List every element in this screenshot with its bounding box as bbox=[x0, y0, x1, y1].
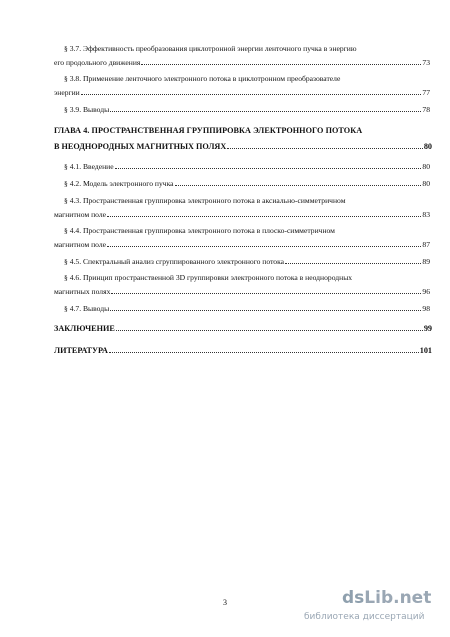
toc-entry-4-4 bbox=[54, 240, 430, 249]
toc-entry-4-5 bbox=[64, 257, 430, 266]
toc-page-number: 99 bbox=[423, 324, 432, 333]
toc-page-number: 87 bbox=[422, 240, 430, 249]
toc-entry-4-6-line1: § 4.6. Принцип пространственной 3D группировки электронного потока в неоднородных bbox=[64, 273, 353, 282]
toc-conclusion-title: ЗАКЛЮЧЕНИЕ bbox=[54, 324, 115, 333]
toc-page-number: 80 bbox=[422, 179, 430, 188]
toc-page-number: 89 bbox=[422, 257, 430, 266]
toc-conclusion bbox=[54, 324, 432, 333]
watermark-brand-prefix: ds bbox=[342, 588, 365, 608]
toc-entry-4-1-title: § 4.1. Введение bbox=[64, 162, 114, 171]
toc-entry-3-9-title: § 3.9. Выводы bbox=[64, 105, 110, 114]
toc-page-number: 73 bbox=[422, 58, 430, 67]
toc-entry-4-4-line1: § 4.4. Пространственная группировка электронного потока в плоско-симметричном bbox=[64, 226, 335, 235]
toc-literature-title: ЛИТЕРАТУРА bbox=[54, 346, 108, 355]
dot-leader bbox=[115, 162, 422, 169]
toc-entry-4-2-title: § 4.2. Модель электронного пучка bbox=[64, 179, 174, 188]
toc-entry-3-7-line1: § 3.7. Эффективность преобразования циклотронной энергии ленточного пучка в энергию bbox=[64, 44, 357, 53]
toc-entry-3-8 bbox=[54, 88, 430, 97]
toc-page-number: 83 bbox=[422, 210, 430, 219]
toc-chapter-4-line2: В НЕОДНОРОДНЫХ МАГНИТНЫХ ПОЛЯХ bbox=[54, 142, 227, 151]
toc-page-number: 98 bbox=[422, 304, 430, 313]
dot-leader bbox=[116, 324, 423, 331]
dot-leader bbox=[107, 240, 421, 247]
toc-entry-4-7-title: § 4.7. Выводы bbox=[64, 304, 110, 313]
toc-entry-3-7-line2: его продольного движения bbox=[54, 58, 141, 67]
toc-entry-3-9 bbox=[64, 105, 430, 114]
toc-entry-3-8-line1: § 3.8. Применение ленточного электронного потока в циклотронном преобразователе bbox=[64, 74, 341, 83]
toc-entry-4-3-line1: § 4.3. Пространственная группировка электронного потока в аксиально-симметричном bbox=[64, 196, 346, 205]
toc-page-number: 101 bbox=[419, 346, 432, 355]
dot-leader bbox=[110, 304, 421, 311]
toc-page-number: 77 bbox=[422, 88, 430, 97]
toc-entry-4-6-line2: магнитных полях bbox=[54, 287, 111, 296]
page-number: 3 bbox=[223, 598, 227, 607]
toc-page-number: 96 bbox=[422, 287, 430, 296]
watermark bbox=[304, 588, 444, 634]
toc-entry-4-7 bbox=[64, 304, 430, 313]
watermark-subtitle: библиотека диссертаций bbox=[304, 612, 425, 622]
toc-entry-4-3-line2: магнитном поле bbox=[54, 210, 107, 219]
watermark-brand bbox=[342, 588, 431, 608]
toc-entry-3-8-line2: энергии bbox=[54, 88, 80, 97]
toc-chapter-4-line1: ГЛАВА 4. ПРОСТРАНСТВЕННАЯ ГРУППИРОВКА ЭЛЕКТРОННОГО ПОТОКА bbox=[54, 126, 363, 135]
toc-entry-4-1 bbox=[64, 162, 430, 171]
toc-literature bbox=[54, 346, 432, 355]
toc-entry-4-3 bbox=[54, 210, 430, 219]
dot-leader bbox=[175, 179, 422, 186]
toc-entry-4-5-title: § 4.5. Спектральный анализ сгруппированного электронного потока bbox=[64, 257, 285, 266]
toc-chapter-4 bbox=[54, 142, 432, 151]
toc-page-number: 80 bbox=[423, 142, 432, 151]
dot-leader bbox=[285, 257, 421, 264]
dot-leader bbox=[110, 105, 421, 112]
toc-entry-4-6 bbox=[54, 287, 430, 296]
dot-leader bbox=[81, 88, 422, 95]
dot-leader bbox=[227, 142, 423, 149]
dot-leader bbox=[141, 58, 421, 65]
dot-leader bbox=[111, 287, 421, 294]
watermark-brand-suffix: Lib.net bbox=[364, 588, 432, 608]
toc-page-number: 80 bbox=[422, 162, 430, 171]
dot-leader bbox=[109, 346, 419, 353]
toc-page-number: 78 bbox=[422, 105, 430, 114]
toc-entry-3-7 bbox=[54, 58, 430, 67]
toc-entry-4-2 bbox=[64, 179, 430, 188]
toc-entry-4-4-line2: магнитном поле bbox=[54, 240, 107, 249]
dot-leader bbox=[107, 210, 421, 217]
